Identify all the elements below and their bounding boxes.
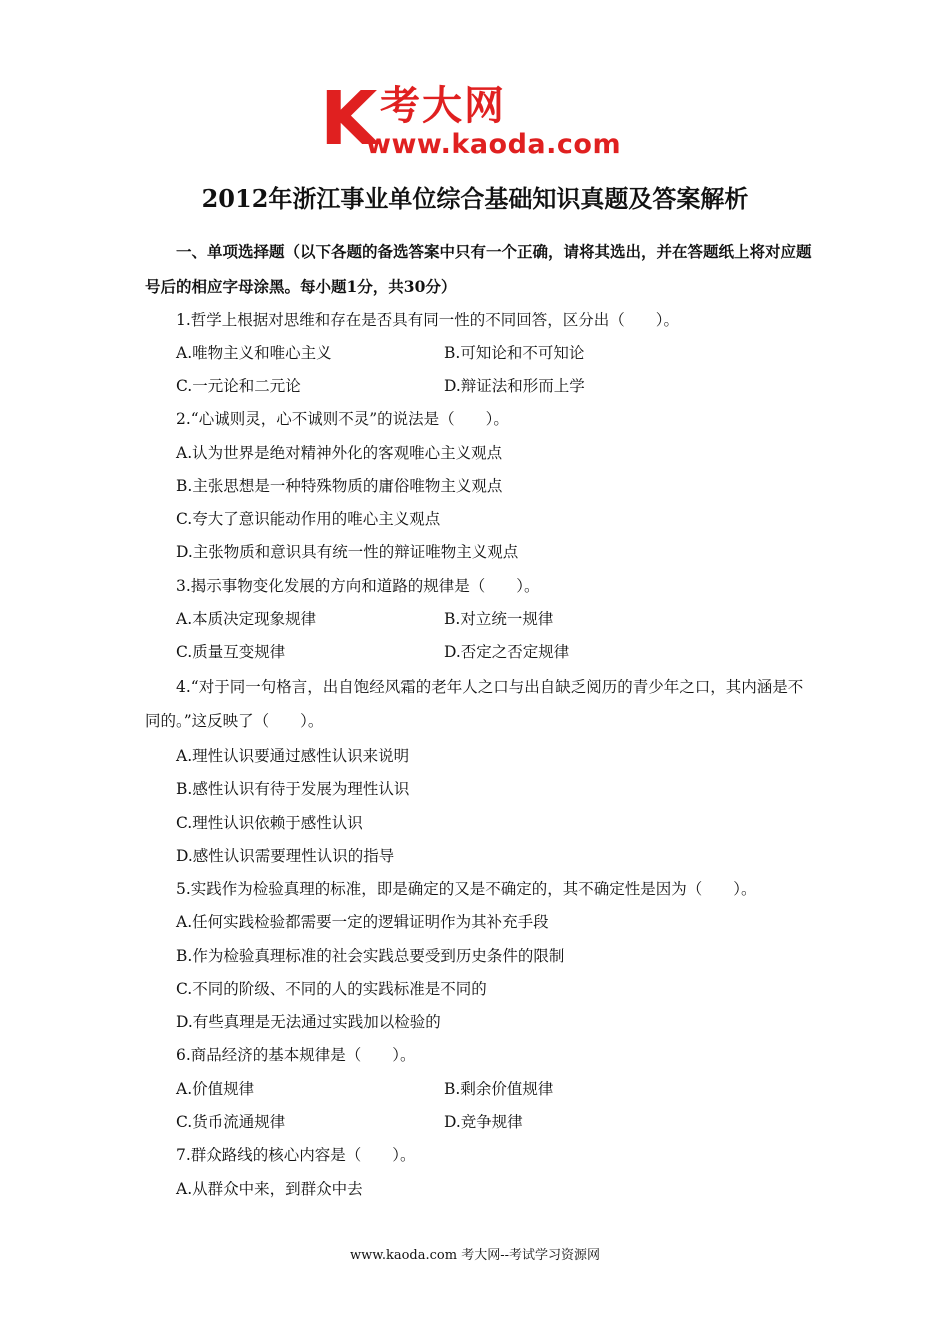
kaoda-logo bbox=[320, 76, 640, 162]
document-title: 2012年浙江事业单位综合基础知识真题及答案解析 bbox=[201, 184, 749, 213]
question-4-option-a: A.理性认识要通过感性认识来说明 bbox=[176, 747, 410, 765]
question-3-option-d: D.否定之否定规律 bbox=[444, 643, 570, 661]
logo-url: www.kaoda.com bbox=[366, 129, 622, 160]
question-3-option-b: B.对立统一规律 bbox=[444, 610, 554, 628]
question-5-option-c: C.不同的阶级、不同的人的实践标准是不同的 bbox=[176, 980, 487, 998]
question-1-option-b: B.可知论和不可知论 bbox=[444, 344, 585, 362]
question-4-option-d: D.感性认识需要理性认识的指导 bbox=[176, 847, 395, 865]
question-6-option-d: D.竞争规律 bbox=[444, 1113, 523, 1131]
question-6-option-c: C.货币流通规律 bbox=[176, 1113, 286, 1131]
question-3-option-a: A.本质决定现象规律 bbox=[176, 610, 317, 628]
section-heading: 一、单项选择题（以下各题的备选答案中只有一个正确，请将其选出，并在答题纸上将对应题号后的相应字母涂黑。每小题1分，共30分） bbox=[145, 242, 812, 296]
question-4-stem: 4.“对于同一句格言，出自饱经风霜的老年人之口与出自缺乏阅历的青少年之口，其内涵是不同的。”这反映了（ ）。 bbox=[145, 678, 804, 730]
question-1-stem: 1.哲学上根据对思维和存在是否具有同一性的不同回答，区分出（ ）。 bbox=[176, 311, 680, 329]
question-2-option-c: C.夸大了意识能动作用的唯心主义观点 bbox=[176, 510, 441, 528]
question-5-option-a: A.任何实践检验都需要一定的逻辑证明作为其补充手段 bbox=[176, 913, 549, 931]
question-2-option-a: A.认为世界是绝对精神外化的客观唯心主义观点 bbox=[176, 444, 503, 462]
question-4-option-c: C.理性认识依赖于感性认识 bbox=[176, 814, 363, 832]
question-1-option-c: C.一元论和二元论 bbox=[176, 377, 301, 395]
question-5-option-d: D.有些真理是无法通过实践加以检验的 bbox=[176, 1013, 441, 1031]
question-5-stem: 5.实践作为检验真理的标准，即是确定的又是不确定的，其不确定性是因为（ ）。 bbox=[176, 880, 757, 898]
question-4-option-b: B.感性认识有待于发展为理性认识 bbox=[176, 780, 410, 798]
logo-chinese-name: 考大网 bbox=[380, 83, 506, 129]
question-6-option-a: A.价值规律 bbox=[176, 1080, 255, 1098]
page-footer: www.kaoda.com 考大网--考试学习资源网 bbox=[350, 1248, 600, 1263]
question-6-stem: 6.商品经济的基本规律是（ ）。 bbox=[176, 1046, 416, 1064]
question-7-stem: 7.群众路线的核心内容是（ ）。 bbox=[176, 1146, 416, 1164]
question-7-option-a: A.从群众中来，到群众中去 bbox=[176, 1180, 363, 1198]
question-2-option-d: D.主张物质和意识具有统一性的辩证唯物主义观点 bbox=[176, 543, 519, 561]
question-6-option-b: B.剩余价值规律 bbox=[444, 1080, 554, 1098]
question-1-option-a: A.唯物主义和唯心主义 bbox=[176, 344, 332, 362]
logo-k-mark: K bbox=[320, 76, 376, 162]
question-2-stem: 2.“心诚则灵，心不诚则不灵”的说法是（ ）。 bbox=[176, 410, 509, 428]
question-1-option-d: D.辩证法和形而上学 bbox=[444, 377, 585, 395]
question-3-option-c: C.质量互变规律 bbox=[176, 643, 286, 661]
question-2-option-b: B.主张思想是一种特殊物质的庸俗唯物主义观点 bbox=[176, 477, 503, 495]
question-5-option-b: B.作为检验真理标准的社会实践总要受到历史条件的限制 bbox=[176, 947, 565, 965]
question-3-stem: 3.揭示事物变化发展的方向和道路的规律是（ ）。 bbox=[176, 577, 540, 595]
